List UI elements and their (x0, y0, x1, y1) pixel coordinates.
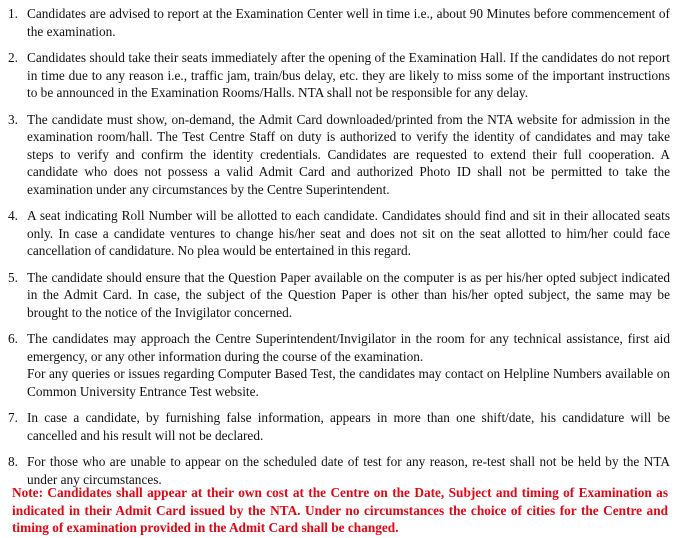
instruction-item-4 (8, 207, 670, 260)
instruction-item-2 (8, 49, 670, 102)
important-note: Note: Candidates shall appear at their own cost at the Centre on the Date, Subject and timing of Examination as indicated in their Admit Card issued by the NTA. Under no circumstances the choice of cities for the Centre and timing of examination provided in the Admit Card shall be changed. (12, 485, 668, 535)
instruction-text: Candidates are advised to report at the Examination Center well in time i.e., about 90 Minutes before commencement of the examination. (27, 6, 670, 39)
instruction-number: 6. (8, 331, 18, 346)
instruction-text: For those who are unable to appear on the scheduled date of test for any reason, re-test shall not be held by the NTA under any circumstances. (27, 454, 670, 487)
instructions-list (8, 5, 670, 497)
instruction-number: 1. (8, 6, 18, 21)
instruction-number: 2. (8, 50, 18, 65)
instruction-number: 3. (8, 111, 18, 127)
instruction-item-1 (8, 5, 670, 40)
instruction-text: The candidate must show, on-demand, the Admit Card downloaded/printed from the NTA website for admission in the examination room/hall. The Test Centre Staff on duty is authorized to verify the identity of candidates and may take steps to verify and confirm the identity credentials. Candidates are requested to extend their full cooperation. A candidate who does not possess a valid Admit Card and authorized Photo ID shall not be permitted to take the examination under any circumstances by the Centre Superintendent. (27, 111, 670, 197)
instruction-item-5 (8, 269, 670, 322)
instruction-text-continued: For any queries or issues regarding Computer Based Test, the candidates may contact on Helpline Numbers available on Common University Entrance Test website. (27, 366, 670, 399)
instruction-number: 4. (8, 208, 18, 223)
instruction-text: In case a candidate, by furnishing false information, appears in more than one shift/date, his candidature will be cancelled and his result will not be declared. (27, 410, 670, 443)
instruction-item-6 (8, 330, 670, 400)
instruction-number: 5. (8, 269, 18, 285)
instruction-number: 8. (8, 454, 18, 469)
instruction-text: A seat indicating Roll Number will be allotted to each candidate. Candidates should find and sit in their allocated seats only. In case a candidate ventures to change his/her seat and does not sit on the seat allotted to him/her could face cancellation of candidature. No plea would be entertained in this regard. (27, 208, 670, 258)
instruction-text: The candidate should ensure that the Question Paper available on the computer is as per his/her opted subject indicated in the Admit Card. In case, the subject of the Question Paper is other than his/her opted subject, the same may be brought to the notice of the Invigilator concerned. (27, 269, 670, 320)
instruction-text: The candidates may approach the Centre Superintendent/Invigilator in the room for any technical assistance, first aid emergency, or any other information during the course of the examination. (27, 331, 670, 364)
instruction-number: 7. (8, 410, 18, 425)
instruction-item-7 (8, 409, 670, 444)
instruction-text: Candidates should take their seats immediately after the opening of the Examination Hall. If the candidates do not report in time due to any reason i.e., traffic jam, train/bus delay, etc. they are likely to miss some of the important instructions to be announced in the Examination Rooms/Halls. NTA shall not be responsible for any delay. (27, 50, 670, 100)
instruction-item-3 (8, 111, 670, 199)
instruction-item-8 (8, 453, 670, 488)
